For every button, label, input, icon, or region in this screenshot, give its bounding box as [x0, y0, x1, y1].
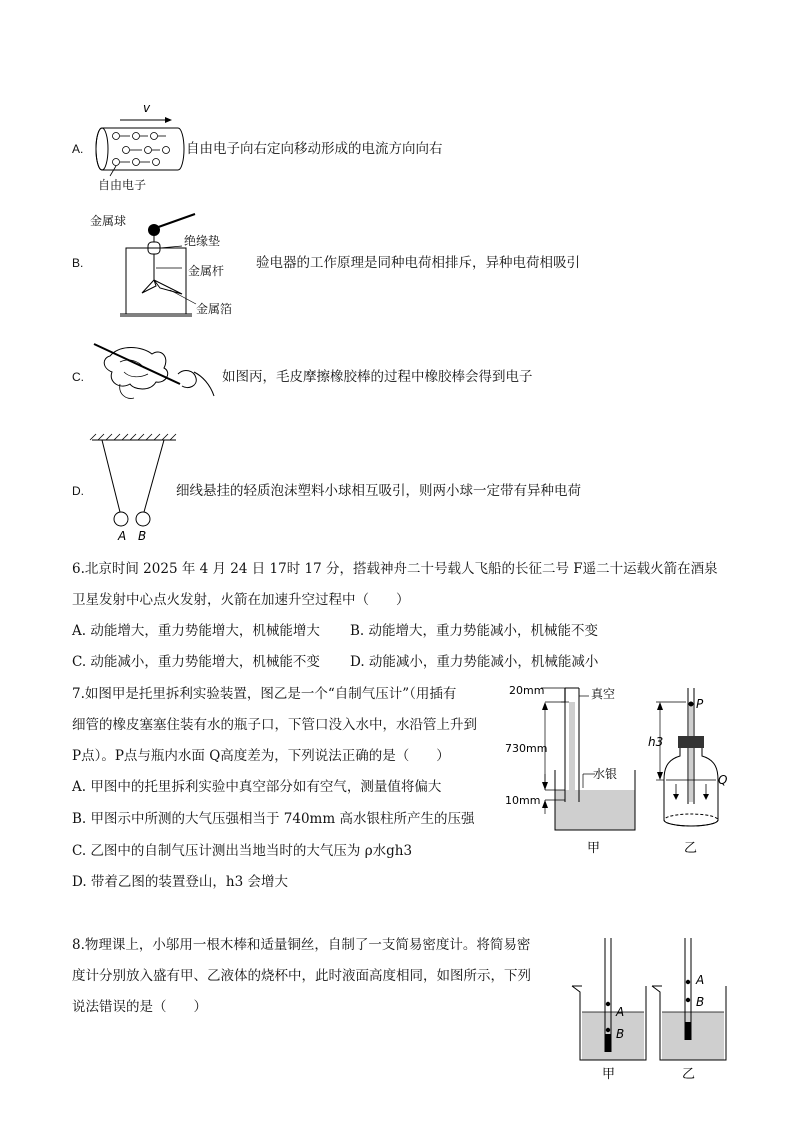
self-made-barometer-figure: [640, 684, 740, 854]
mark-a-label: A: [616, 1005, 625, 1019]
option-letter: B.: [72, 256, 84, 270]
label-730mm: 730mm: [505, 742, 548, 755]
fur-rubbing-rod-illustration: [90, 338, 220, 408]
height-h3-label: h3: [648, 735, 664, 749]
option-text: 自由电子向右定向移动形成的电流方向向右: [186, 141, 443, 157]
ball-b-label: B: [138, 529, 147, 543]
mark-b-label: B: [616, 1027, 625, 1041]
figure-jia-label: 甲: [602, 1067, 616, 1082]
label-10mm: 10mm: [505, 794, 541, 807]
metal-foil-label: 金属箔: [196, 302, 233, 316]
velocity-label: v: [143, 101, 151, 115]
option-text: 细线悬挂的轻质泡沫塑料小球相互吸引，则两小球一定带有异种电荷: [176, 483, 581, 499]
question-stem-line: 卫星发射中心点火发射，火箭在加速升空过程中（ ）: [72, 592, 410, 608]
option-text: 如图丙，毛皮摩擦橡胶棒的过程中橡胶棒会得到电子: [222, 369, 533, 385]
label-vacuum: 真空: [591, 687, 616, 701]
option-letter: D.: [72, 484, 84, 498]
figure-yi-label: 乙: [684, 841, 698, 856]
question-stem-line: P点）。P点与瓶内水面 Q高度差为，下列说法正确的是（ ）: [72, 748, 450, 764]
question-stem-line: 度计分别放入盛有甲、乙液体的烧杯中，此时液面高度相同，如图所示，下列: [72, 968, 531, 984]
option-c: C. 乙图中的自制气压计测出当地当时的大气压为 ρ水gh3: [72, 843, 413, 859]
option-d: D. 带着乙图的装置登山，h3 会增大: [72, 874, 288, 890]
torricelli-apparatus-figure: [505, 684, 645, 854]
figure-yi-label: 乙: [682, 1067, 696, 1082]
option-text: 验电器的工作原理是同种电荷相排斥，异种电荷相吸引: [256, 255, 580, 271]
label-mercury: 水银: [593, 767, 618, 781]
option-d: D. 动能减小，重力势能减小，机械能减小: [350, 654, 599, 670]
option-a: A. 动能增大，重力势能增大，机械能增大: [72, 623, 320, 639]
free-electron-label: 自由电子: [98, 178, 147, 192]
metal-ball-label: 金属球: [90, 214, 127, 228]
question-stem-line: 说法错误的是（ ）: [72, 999, 207, 1015]
point-p-label: P: [696, 697, 704, 711]
label-20mm: 20mm: [509, 684, 545, 697]
question-stem-line: 6.北京时间 2025 年 4 月 24 日 17时 17 分，搭载神舟二十号载人飞船的长征二号 F遥二十运载火箭在酒泉: [72, 561, 718, 577]
ball-a-label: A: [118, 529, 127, 543]
density-meter-beakers-figure: [568, 934, 738, 1084]
option-b: B. 动能增大，重力势能减小，机械能不变: [350, 623, 599, 639]
figure-jia-label: 甲: [587, 841, 601, 856]
question-stem-line: 7.如图甲是托里拆利实验装置，图乙是一个“自制气压计”（用插有: [72, 686, 457, 702]
electron-flow-diagram: [90, 100, 190, 160]
point-q-label: Q: [718, 773, 728, 787]
insulating-pad-label: 绝缘垫: [184, 234, 221, 248]
mark-a-label: A: [696, 973, 705, 987]
option-c: C. 动能减小，重力势能增大，机械能不变: [72, 654, 320, 670]
option-letter: C.: [72, 370, 84, 384]
option-letter: A.: [72, 142, 84, 156]
metal-rod-label: 金属杆: [188, 264, 225, 278]
hanging-balls-diagram: [88, 434, 188, 544]
question-stem-line: 8.物理课上，小邬用一根木棒和适量铜丝，自制了一支简易密度计。将简易密: [72, 937, 531, 953]
option-b: B. 甲图示中所测的大气压强相当于 740mm 高水银柱所产生的压强: [72, 811, 475, 827]
option-a: A. 甲图中的托里拆利实验中真空部分如有空气，测量值将偏大: [72, 779, 442, 795]
mark-b-label: B: [696, 995, 705, 1009]
question-stem-line: 细管的橡皮塞塞住装有水的瓶子口，下管口没入水中，水沿管上升到: [72, 717, 477, 733]
